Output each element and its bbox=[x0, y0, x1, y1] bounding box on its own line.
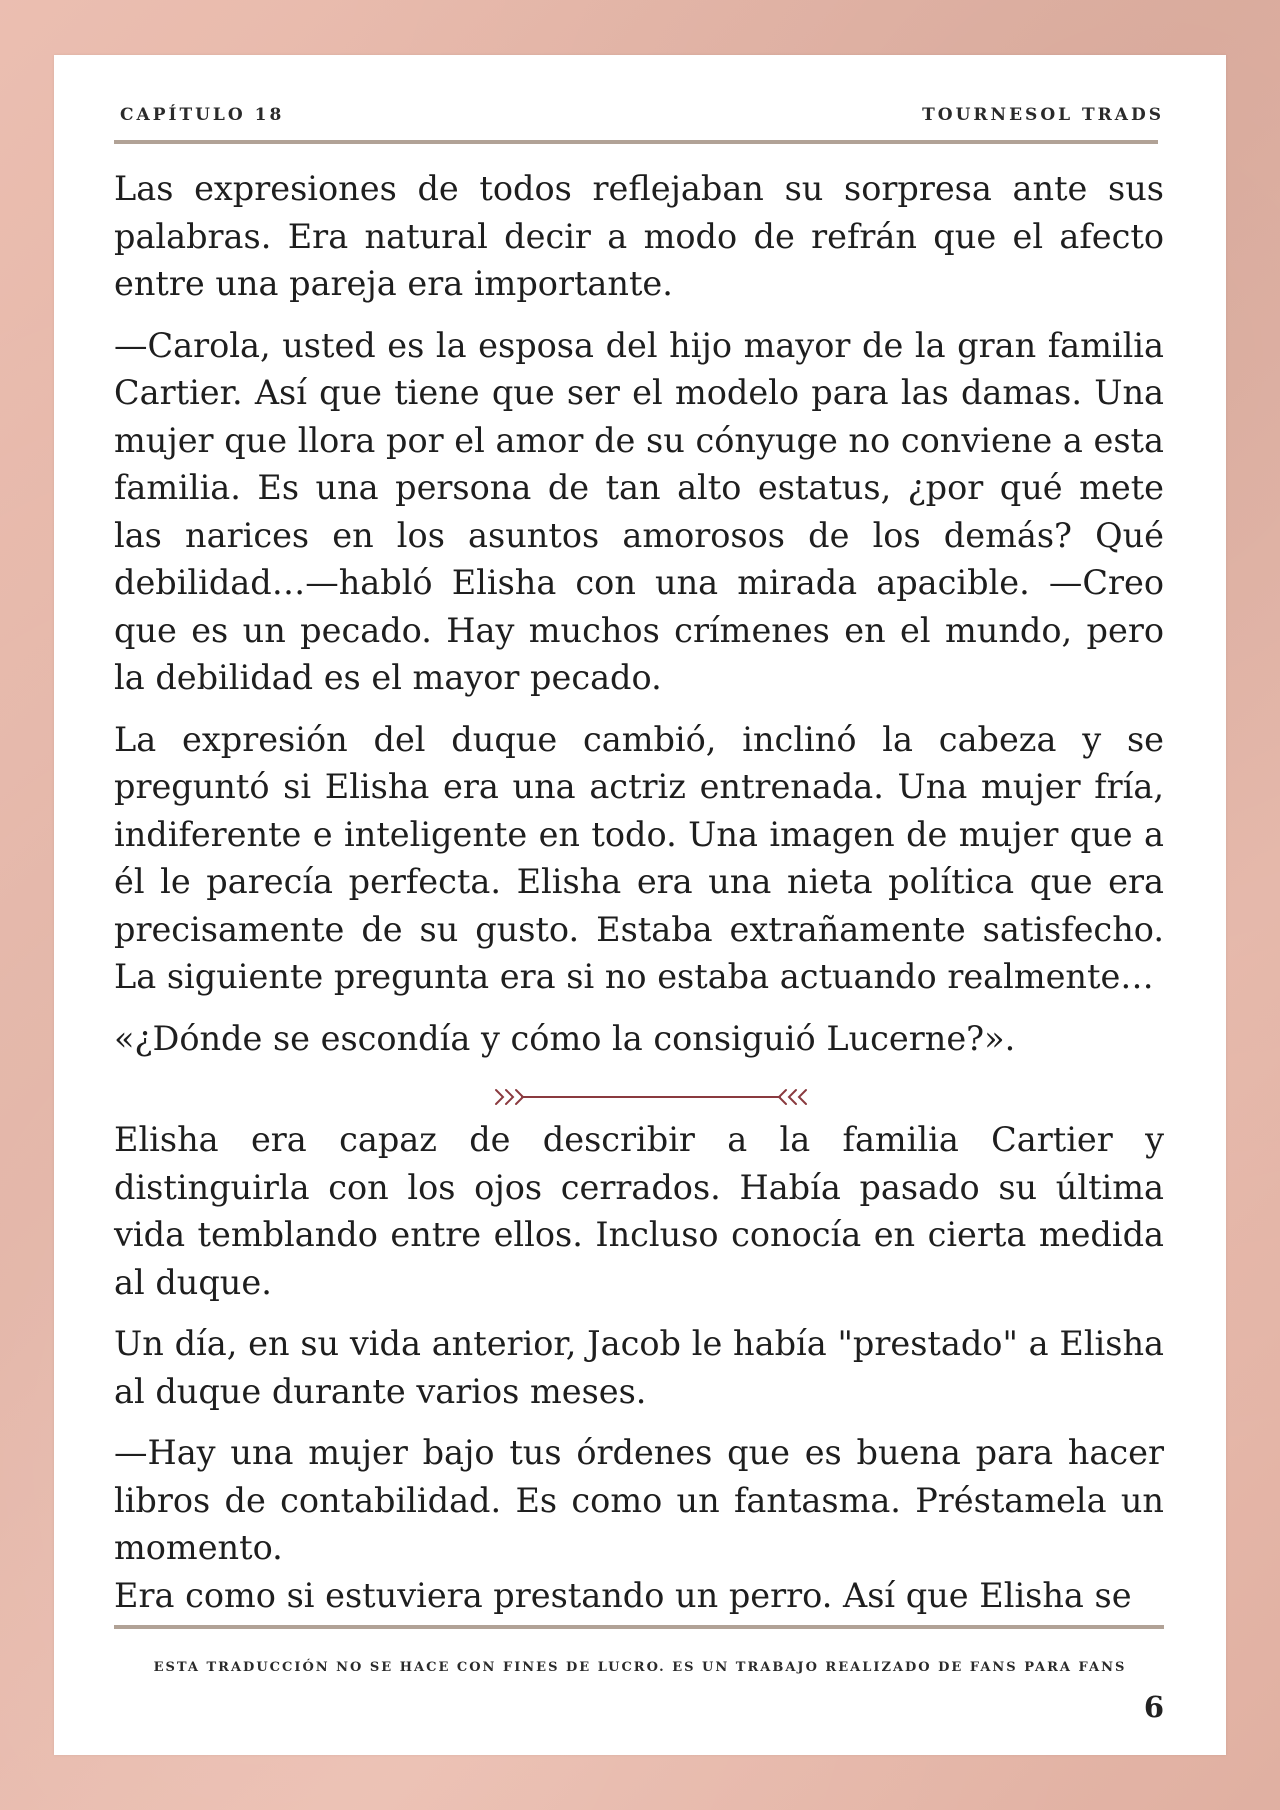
section-divider bbox=[114, 1090, 1164, 1120]
paragraph: La expresión del duque cambió, inclinó la cabeza y se preguntó si Elisha era una actriz entrenada. Una mujer fría, indiferente e inteligente en todo. Una imagen de mujer que a él le parecía perfecta. Elisha era una nieta política que era precisamente de su gusto. Estaba extrañamente satisfecho. La siguiente pregunta era si no estaba actuando realmente… bbox=[114, 719, 1164, 996]
paragraph: —Hay una mujer bajo tus órdenes que es buena para hacer libros de contabilidad. Es como un fantasma. Préstamela un momento. bbox=[114, 1433, 1164, 1567]
footer-rule bbox=[114, 1625, 1164, 1629]
disclaimer-note: ESTA TRADUCCIÓN NO SE HACE CON FINES DE LUCRO. ES UN TRABAJO REALIZADO DE FANS PARA FANS bbox=[153, 1660, 1127, 1675]
page-header bbox=[120, 105, 1164, 129]
paragraph: Un día, en su vida anterior, Jacob le había "prestado" a Elisha al duque durante varios meses. bbox=[114, 1324, 1164, 1411]
paragraph: Las expresiones de todos reflejaban su sorpresa ante sus palabras. Era natural decir a modo de refrán que el afecto entre una pareja era importante. bbox=[114, 169, 1164, 303]
document-page bbox=[54, 55, 1226, 1755]
page-number: 6 bbox=[1143, 1690, 1164, 1724]
header-rule bbox=[114, 140, 1158, 144]
paragraph: «¿Dónde se escondía y cómo la consiguió Lucerne?». bbox=[114, 1018, 1016, 1058]
paragraph: Elisha era capaz de describir a la familia Cartier y distinguirla con los ojos cerrados. Había pasado su última vida temblando entre ellos. Incluso conocía en cierta medida al duque. bbox=[114, 1120, 1164, 1302]
paragraph: Era como si estuviera prestando un perro. Así que Elisha se bbox=[114, 1575, 1132, 1615]
paragraph: —Carola, usted es la esposa del hijo mayor de la gran familia Cartier. Así que tiene que ser el modelo para las damas. Una mujer que llora por el amor de su cónyuge no conviene a esta familia. Es una persona de tan alto estatus, ¿por qué mete las narices en los asuntos amorosos de los demás? Qué debilidad…—habló Elisha con una mirada apacible. —Creo que es un pecado. Hay muchos crímenes en el mundo, pero la debilidad es el mayor pecado. bbox=[114, 325, 1164, 697]
arrow-divider-icon bbox=[494, 1086, 808, 1108]
chapter-label: CAPÍTULO 18 bbox=[120, 105, 285, 125]
chapter-body bbox=[114, 165, 1164, 1619]
translator-group-label: TOURNESOL TRADS bbox=[922, 105, 1164, 125]
